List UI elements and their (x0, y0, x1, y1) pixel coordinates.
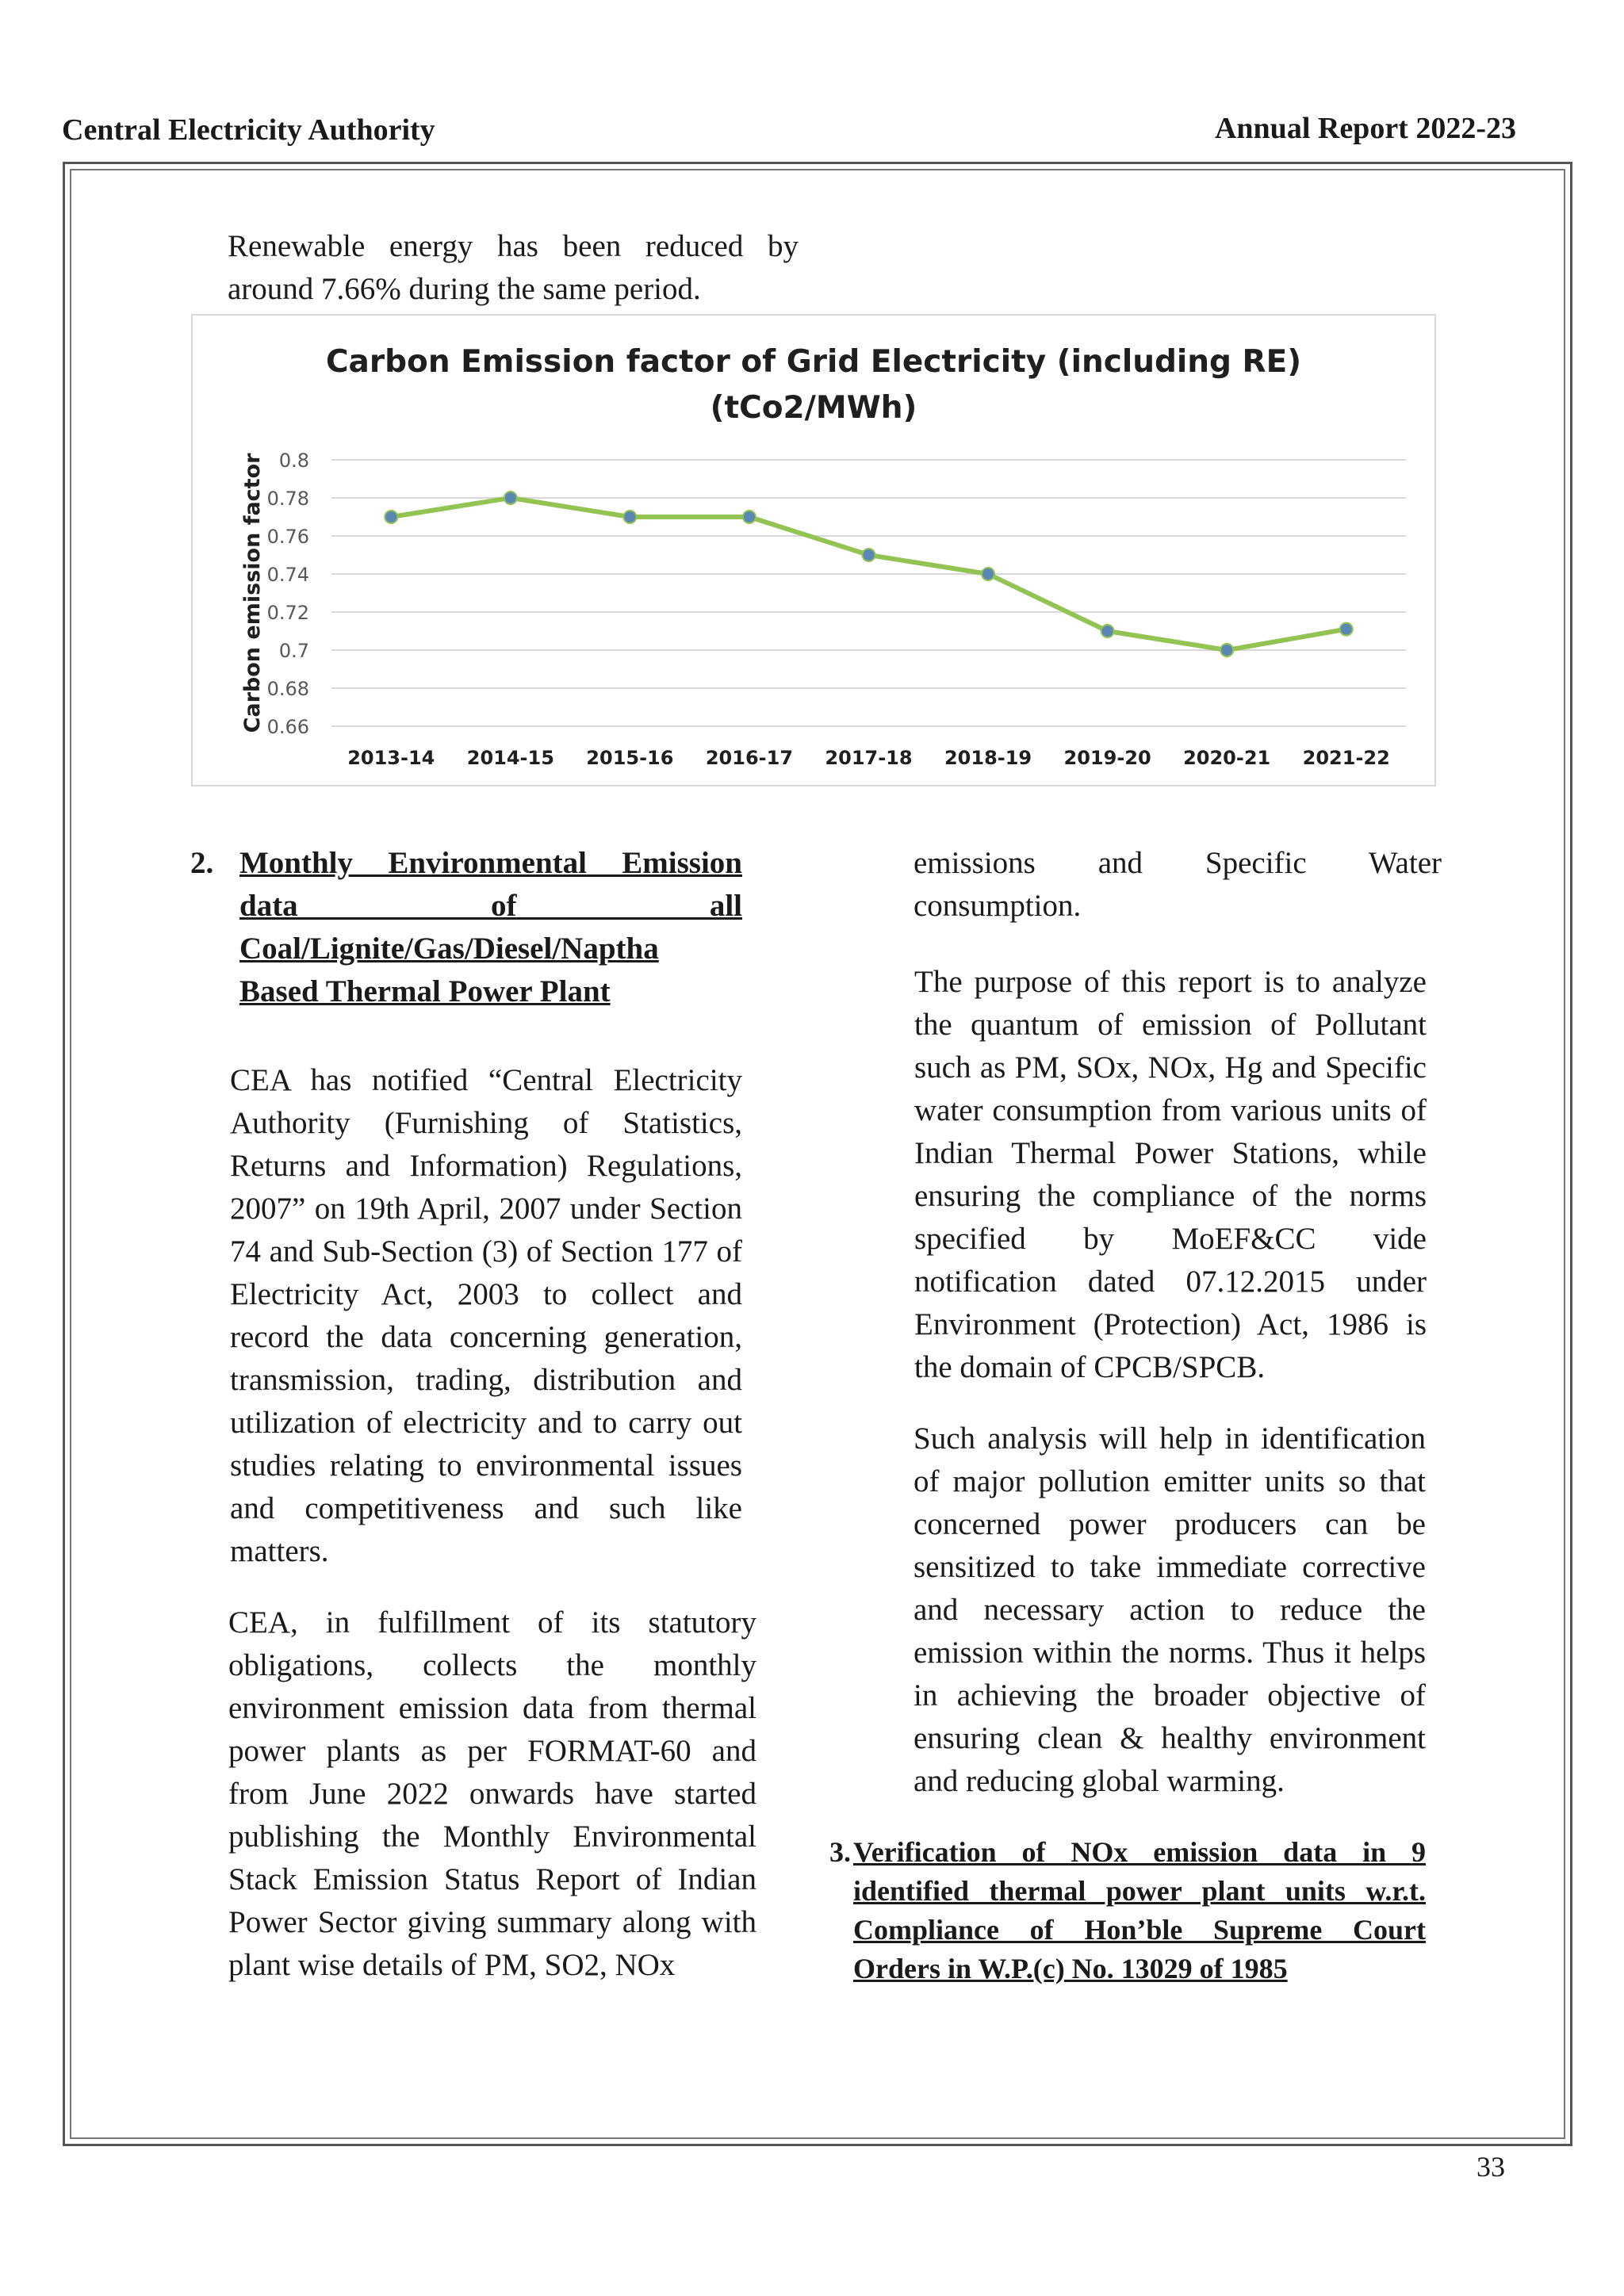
section-3-heading-text: Verification of NOx emission data in 9 identified thermal power plant units w.r.t. Compliance of Hon’ble Supreme Court Orders in W.P.(c) No. 13029 of 1985 (853, 1836, 1426, 1984)
y-tick-label: 0.72 (266, 602, 309, 624)
data-point (385, 511, 397, 523)
data-point (982, 568, 994, 580)
section-2-heading-line-2: data of all (239, 889, 742, 923)
intro-paragraph (228, 225, 799, 311)
paragraph-text-3: The purpose of this report is to analyze the quantum of emission of Pollutant such as PM, SOx, NOx, Hg and Specific water consumption from various units of Indian Thermal Power Stations, while ensuring the compliance of the norms specified by MoEF&CC vide notification dated 07.12.2015 under Environment (Protection) Act, 1986 is the domain of CPCB/SPCB. (914, 965, 1427, 1384)
x-tick-label: 2021-22 (1302, 747, 1390, 769)
chart-title-line-2: (tCo2/MWh) (710, 390, 917, 426)
x-tick-label: 2020-21 (1183, 747, 1271, 769)
data-point (743, 511, 756, 523)
section-2-number: 2. (190, 846, 214, 880)
intro-line-1: Renewable energy has been reduced by (228, 229, 799, 263)
x-tick-label: 2018-19 (944, 747, 1032, 769)
section-3-number: 3. (829, 1836, 851, 1868)
paragraph-text-4: Such analysis will help in identification of major pollution emitter units so that concerned power producers can be sensitized to take immediate corrective and necessary action to reduce the emission within the norms. Thus it helps in achieving the broader objective of ensuring clean & healthy environment and reducing global warming. (914, 1422, 1426, 1798)
page-number: 33 (1477, 2151, 1505, 2183)
emission-factor-chart (191, 314, 1436, 786)
data-point (623, 511, 636, 523)
paragraph-text-2-cont: emissions and Specific Water consumption. (914, 846, 1442, 923)
left-column (190, 842, 742, 1013)
data-point (863, 549, 875, 561)
data-point (1101, 625, 1114, 637)
y-tick-label: 0.7 (278, 640, 309, 662)
x-tick-label: 2019-20 (1063, 747, 1151, 769)
paragraph-text-2: CEA, in fulfillment of its statutory obligations, collects the monthly environment emission data from thermal power plants as per FORMAT-60 and from June 2022 onwards have started publishing the Monthly Environmental Stack Emission Status Report of Indian Power Sector giving summary along with plant wise details of PM, SO2, NOx (228, 1605, 756, 1982)
y-tick-label: 0.68 (266, 678, 309, 700)
intro-line-2: around 7.66% during the same period. (228, 272, 701, 306)
section-2-heading (190, 842, 742, 1013)
chart-title-line-1: Carbon Emission factor of Grid Electricity (including RE) (325, 344, 1302, 380)
section-2-heading-line-4: Based Thermal Power Plant (239, 974, 611, 1008)
x-tick-label: 2014-15 (466, 747, 554, 769)
y-axis-label: Carbon emission factor (240, 453, 265, 733)
y-tick-label: 0.66 (266, 716, 309, 738)
section-2-paragraph-2-continued (914, 842, 1442, 928)
section-3-heading (829, 1833, 1426, 1988)
section-2-paragraph-4 (914, 1418, 1426, 1803)
section-2-paragraph-2 (228, 1601, 756, 1987)
section-2-heading-line-3: Coal/Lignite/Gas/Diesel/Naptha (239, 932, 659, 966)
x-tick-label: 2015-16 (586, 747, 674, 769)
y-tick-label: 0.78 (266, 488, 309, 510)
y-tick-label: 0.74 (266, 564, 309, 586)
section-2-paragraph-1 (230, 1059, 742, 1573)
header-organization: Central Electricity Authority (62, 113, 435, 147)
chart-plot (193, 316, 1438, 788)
y-tick-label: 0.8 (278, 450, 309, 472)
data-point (504, 492, 517, 504)
section-2-paragraph-3 (914, 961, 1427, 1389)
y-tick-label: 0.76 (266, 526, 309, 548)
x-tick-label: 2016-17 (705, 747, 794, 769)
header-report-title: Annual Report 2022-23 (1214, 112, 1516, 145)
x-tick-label: 2017-18 (825, 747, 913, 769)
x-tick-label: 2013-14 (347, 747, 435, 769)
data-point (1340, 623, 1353, 636)
section-2-heading-line-1: Monthly Environmental Emission (239, 846, 742, 880)
data-point (1220, 644, 1233, 656)
paragraph-text-1: CEA has notified “Central Electricity Authority (Furnishing of Statistics, Returns and Information) Regulations, 2007” on 19th April, 2007 under Section 74 and Sub-Section (3) of Section 177 of Electricity Act, 2003 to collect and record the data concerning generation, transmission, trading, distribution and utilization of electricity and to carry out studies relating to environmental issues and competitiveness and such like matters. (230, 1063, 742, 1568)
